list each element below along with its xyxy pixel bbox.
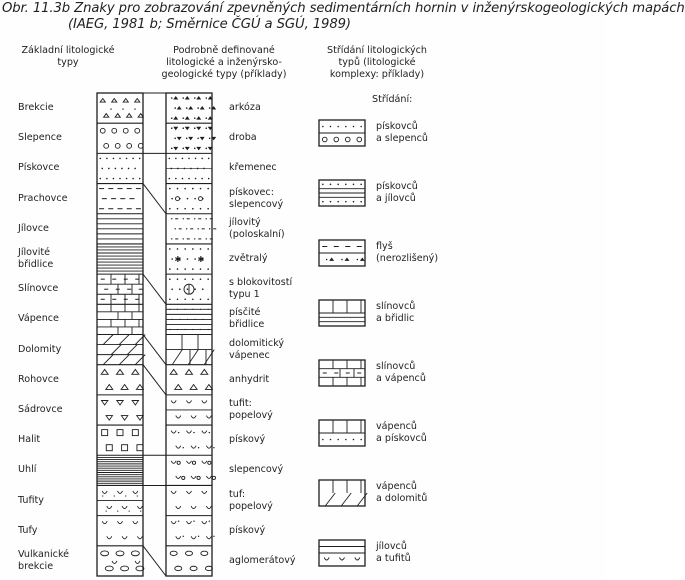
detailed-type-label: tufit: popelový <box>229 397 273 421</box>
detailed-type-label: zvětralý <box>229 253 268 265</box>
detailed-type-label: pískovec: slepencový <box>229 186 284 210</box>
detailed-pattern-aglomerat <box>170 551 212 570</box>
svg-text:✱: ✱ <box>197 255 205 265</box>
detailed-pattern-piskslep <box>169 188 209 210</box>
basic-pattern-slepence <box>100 128 143 148</box>
basic-type-label: Pískovce <box>18 162 60 174</box>
svg-text:✱: ✱ <box>174 255 182 265</box>
header-detailed-types: Podrobně definované litologické a inženýrsko- geologické typy (příklady) <box>161 45 287 80</box>
alternation-label: slínovců a břidlic <box>376 301 416 324</box>
detailed-type-label: jílovitý (poloskalní) <box>229 216 285 240</box>
basic-pattern-uhli <box>97 457 143 483</box>
detailed-type-label: křemenec <box>229 162 277 174</box>
basic-pattern-halit <box>102 430 143 451</box>
basic-pattern-sadrovce <box>101 401 143 421</box>
alternation-label: pískovců a slepenců <box>376 121 428 144</box>
basic-pattern-vulkbrekcie <box>101 551 144 571</box>
alternation-label: jílovců a tufitů <box>376 541 411 564</box>
detailed-type-label: pískový <box>229 524 266 536</box>
figure-title: Obr. 11.3b Znaky pro zobrazování zpevněných sedimentárních hornin v inženýrskogeologických mapách <box>2 1 685 16</box>
basic-pattern-tufy <box>102 521 142 539</box>
alternation-pattern-alt_slin_vap <box>319 360 365 386</box>
detailed-type-label: dolomitický vápenec <box>229 337 285 361</box>
basic-pattern-piskovce <box>99 158 140 180</box>
basic-type-label: Tufity <box>18 494 44 506</box>
detailed-pattern-tufit_pop <box>166 400 212 418</box>
detailed-type-label: s blokovitostí typu 1 <box>229 277 293 301</box>
basic-type-label: Jílovce <box>18 222 49 234</box>
basic-pattern-vapence <box>97 304 143 334</box>
detailed-pattern-anhydrit <box>170 369 212 389</box>
detailed-pattern-blokovitost <box>169 278 209 300</box>
detailed-pattern-piscite <box>166 309 212 330</box>
header-basic-types: Základní litologické typy <box>21 45 115 68</box>
detailed-pattern-arkoza <box>171 97 215 119</box>
alternation-pattern-alt_pisk_slep <box>319 120 365 146</box>
alternation-label: pískovců a jílovců <box>376 181 418 204</box>
detailed-pattern-tufit_pisk <box>171 431 214 449</box>
basic-type-label: Vulkanické brekcie <box>18 548 70 572</box>
basic-type-label: Brekcie <box>18 102 54 114</box>
alternation-label: vápenců a pískovců <box>376 421 427 444</box>
alternation-pattern-alt_vap_dol <box>319 480 367 506</box>
detailed-pattern-tuf_pop <box>171 491 211 509</box>
basic-pattern-prachovce <box>99 189 141 209</box>
basic-pattern-brekcie <box>100 98 143 117</box>
detailed-type-label: arkóza <box>229 102 261 114</box>
basic-type-label: Vápence <box>18 313 59 325</box>
alternation-heading: Střídání: <box>372 94 413 105</box>
basic-pattern-slinovce <box>97 274 143 304</box>
detailed-type-label: pískový <box>229 434 266 446</box>
detailed-pattern-zvetraly <box>169 248 209 270</box>
basic-pattern-jilovce <box>97 219 143 239</box>
alternation-pattern-alt_jil_tuf <box>319 540 365 566</box>
detailed-type-label: tuf: popelový <box>229 488 273 512</box>
detailed-pattern-kremenec <box>166 158 212 180</box>
detailed-type-label: písčité břidlice <box>229 307 265 331</box>
basic-type-label: Rohovce <box>18 373 59 385</box>
basic-type-label: Jílovité břidlice <box>18 247 54 271</box>
basic-type-label: Prachovce <box>18 192 68 204</box>
detailed-type-label: slepencový <box>229 464 284 476</box>
alternation-label: flyš (nerozlišený) <box>376 241 439 264</box>
detailed-type-label: aglomerátový <box>229 554 296 566</box>
detailed-type-label: anhydrit <box>229 373 270 385</box>
detailed-type-label: droba <box>229 132 257 144</box>
header-alternation: Střídání litologických typů (litologické komplexy: příklady) <box>327 45 427 80</box>
basic-pattern-tufity <box>97 491 143 512</box>
alternation-pattern-alt_vap_pisk <box>319 420 365 446</box>
basic-type-label: Halit <box>18 434 41 446</box>
alternation-label: vápenců a dolomitů <box>376 481 428 504</box>
basic-type-label: Tufy <box>18 524 38 536</box>
alternation-pattern-alt_flys <box>319 240 365 266</box>
detailed-pattern-dolomiticky <box>166 335 214 365</box>
alternation-pattern-alt_slin_brid <box>319 300 365 326</box>
basic-type-label: Sádrovce <box>18 403 63 415</box>
basic-type-label: Slínovce <box>18 283 59 295</box>
basic-type-label: Slepence <box>18 132 62 144</box>
figure-source: (IAEG, 1981 b; Směrnice ČGÚ a SGÚ, 1989) <box>68 17 351 32</box>
basic-pattern-bridlice <box>97 247 143 271</box>
alternation-pattern-alt_pisk_jil <box>319 180 365 206</box>
basic-pattern-dolomity <box>97 335 145 365</box>
detailed-pattern-jilovity <box>171 218 216 240</box>
basic-pattern-rohovce <box>101 369 143 389</box>
detailed-pattern-tufit_slep <box>171 461 215 480</box>
alternation-label: slínovců a vápenců <box>376 361 426 384</box>
detailed-pattern-tuf_pisk <box>171 520 214 538</box>
detailed-pattern-droba <box>171 127 215 149</box>
basic-type-label: Dolomity <box>18 343 62 355</box>
basic-type-label: Uhlí <box>18 464 37 476</box>
